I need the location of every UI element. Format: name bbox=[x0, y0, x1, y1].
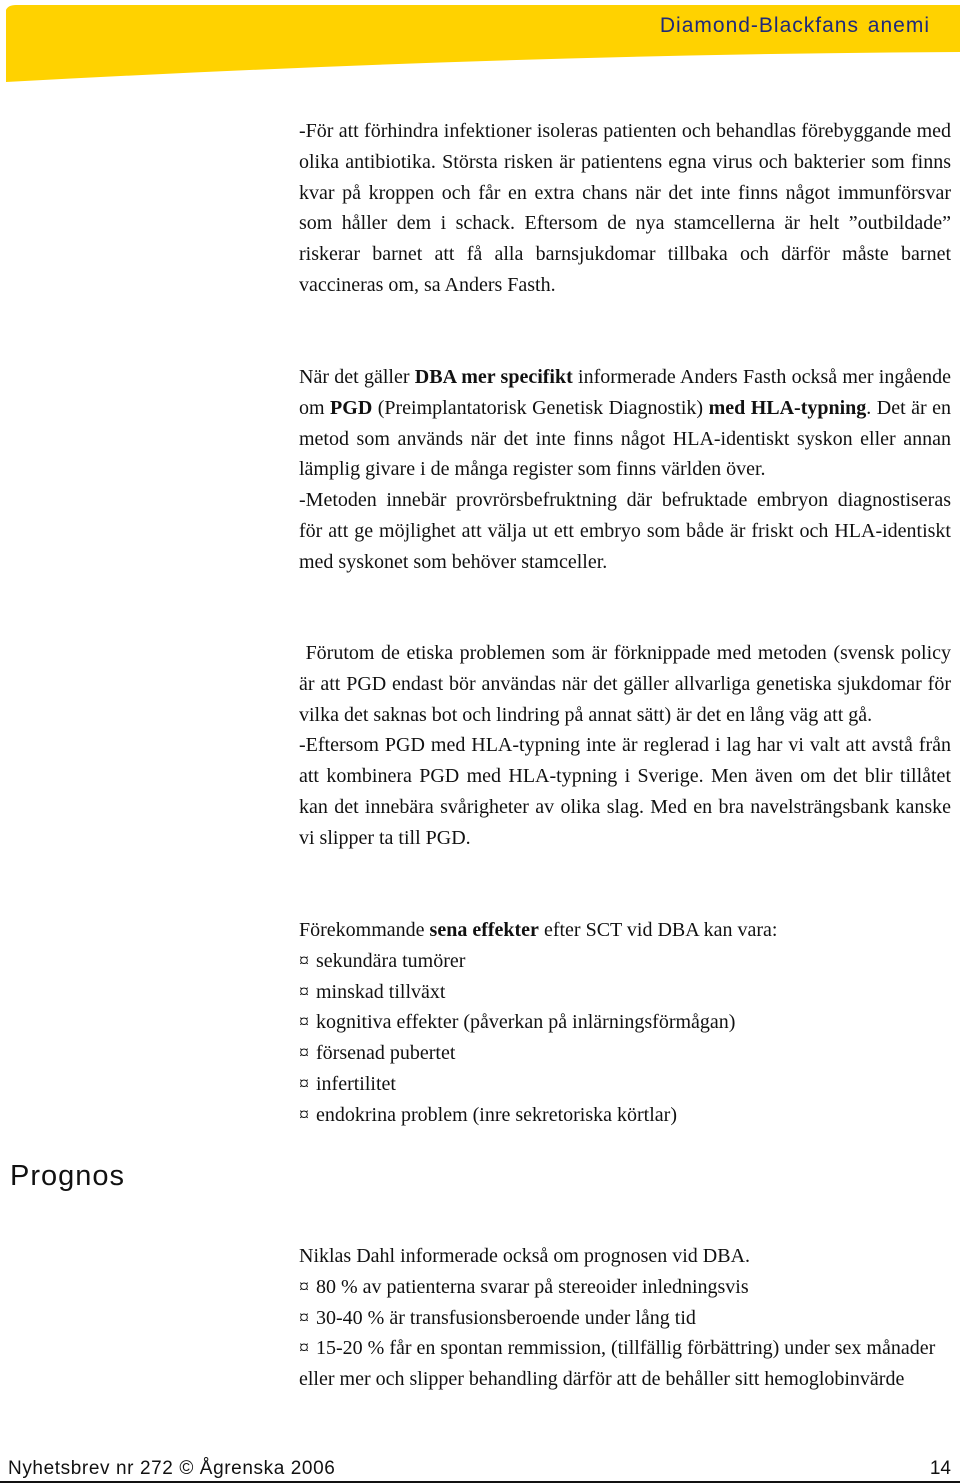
bold-dba-specific: DBA mer specifikt bbox=[414, 366, 573, 388]
list-item bbox=[299, 1100, 951, 1131]
list-item-text: 80 % av patienterna svarar på stereoider inledningsvis bbox=[316, 1275, 749, 1298]
text-run: När det gäller bbox=[299, 366, 415, 388]
list-item bbox=[299, 977, 951, 1008]
paragraph-text: -För att förhindra infektioner isoleras patienten och behandlas förebyggande med olika antibiotika. Största risken är patientens egna virus och bakterier som finns kvar på kroppen och får en extra chans när det inte finns något immunförsvar som håller dem i schack. Eftersom de nya stamcellerna är helt ”outbildade” riskerar barnet att få alla barnsjukdomar tillbaka och därför måste barnet vaccineras om, sa Anders Fasth. bbox=[299, 120, 951, 296]
prognos-intro: Niklas Dahl informerade också om prognosen vid DBA. bbox=[299, 1245, 751, 1267]
late-effects-list bbox=[299, 946, 951, 1131]
list-item bbox=[299, 946, 951, 977]
list-item bbox=[299, 1272, 951, 1303]
text-run: . Det är en metod som används när det inte finns något HLA-identiskt syskon eller annan lämplig givare i de många register som finns världen över. bbox=[299, 396, 952, 481]
bold-late-effects: sena effekter bbox=[429, 919, 539, 941]
prognos-heading: Prognos bbox=[10, 1160, 126, 1192]
bullet-icon: ¤ bbox=[299, 1072, 309, 1095]
list-item bbox=[299, 1303, 951, 1334]
list-item-text: 30-40 % är transfusionsberoende under lång tid bbox=[316, 1306, 696, 1329]
text-run: Förekommande bbox=[299, 919, 430, 941]
bullet-icon: ¤ bbox=[299, 980, 309, 1003]
footer-newsletter: Nyhetsbrev nr 272 © Ågrenska 2006 bbox=[8, 1458, 336, 1479]
late-effects-intro bbox=[299, 915, 951, 946]
list-item-text: kognitiva effekter (påverkan på inlärningsförmågan) bbox=[316, 1011, 736, 1034]
list-item bbox=[299, 1038, 951, 1069]
list-item-text: minskad tillväxt bbox=[316, 980, 446, 1003]
list-item-text: 15-20 % får en spontan remmission, (tillfällig förbättring) under sex månader eller mer och slipper behandling därför att de behåller sitt hemoglobinvärde bbox=[299, 1337, 936, 1391]
list-item-text: endokrina problem (inre sekretoriska körtlar) bbox=[316, 1103, 677, 1126]
prognos-section bbox=[299, 1241, 951, 1395]
list-item bbox=[299, 1069, 951, 1100]
bullet-icon: ¤ bbox=[299, 1011, 309, 1034]
text-run: efter SCT vid DBA kan vara: bbox=[538, 919, 778, 941]
header-title: Diamond-Blackfans anemi bbox=[659, 14, 930, 37]
paragraph-pgd bbox=[299, 362, 951, 578]
text-run: (Preimplantatorisk Genetisk Diagnostik) bbox=[372, 396, 709, 419]
text-run: informerade Anders Fasth också mer ingående om bbox=[299, 366, 951, 419]
list-item-text: försenad pubertet bbox=[316, 1042, 456, 1065]
bullet-icon: ¤ bbox=[299, 1042, 309, 1065]
paragraph-text: Förutom de etiska problemen som är förknippade med metoden (svensk policy är att PGD endast bör användas när det gäller allvarliga genetiska sjukdomar för vilka det saknas bot och lindring på annat sätt) är det en lång väg att gå. bbox=[299, 642, 956, 726]
paragraph-text: -Metoden innebär provrörsbefruktning där befruktade embryon diagnostiseras för att ge möjlighet att välja ut ett embryo som både är friskt och HLA-identiskt med syskonet som behöver stamceller. bbox=[299, 489, 951, 573]
bold-pgd: PGD bbox=[330, 396, 373, 419]
prognos-list bbox=[299, 1272, 951, 1395]
list-item bbox=[299, 1007, 951, 1038]
bullet-icon: ¤ bbox=[299, 1306, 309, 1329]
paragraph-ethics bbox=[299, 638, 956, 854]
list-item-text: sekundära tumörer bbox=[316, 949, 466, 972]
late-effects-section bbox=[299, 915, 951, 1131]
bullet-icon: ¤ bbox=[299, 1275, 309, 1298]
list-item bbox=[299, 1333, 951, 1395]
list-item-text: infertilitet bbox=[316, 1072, 396, 1095]
paragraph-text bbox=[299, 362, 951, 485]
page-number: 14 bbox=[929, 1458, 951, 1479]
bullet-icon: ¤ bbox=[299, 1103, 309, 1126]
paragraph-text: -Eftersom PGD med HLA-typning inte är reglerad i lag har vi valt att avstå från att kombinera PGD med HLA-typning i Sverige. Men även om det blir tillåtet kan det innebära svårigheter av olika slag. Med en bra navelsträngsbank kanske vi slipper ta till PGD. bbox=[299, 734, 951, 849]
paragraph-infection bbox=[299, 116, 951, 301]
bullet-icon: ¤ bbox=[299, 1337, 309, 1360]
bullet-icon: ¤ bbox=[299, 949, 309, 972]
bold-hla-typing: med HLA-typning bbox=[708, 396, 867, 419]
